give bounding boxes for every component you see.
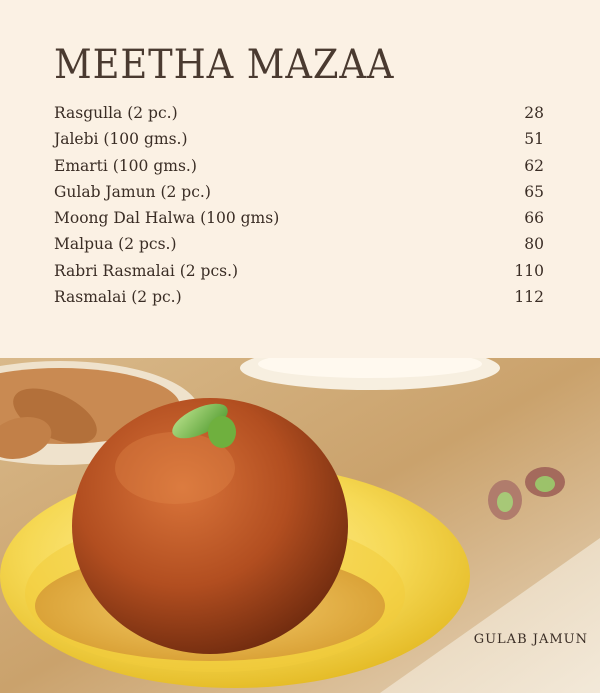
item-name: Jalebi (100 gms.) bbox=[54, 130, 188, 149]
menu-item bbox=[54, 262, 544, 288]
item-price: 62 bbox=[524, 156, 544, 175]
menu-item bbox=[54, 104, 544, 130]
item-name: Moong Dal Halwa (100 gms) bbox=[54, 209, 280, 228]
menu-item bbox=[54, 130, 544, 156]
item-name: Rasmalai (2 pc.) bbox=[54, 288, 182, 307]
menu-list bbox=[54, 104, 544, 314]
item-name: Rabri Rasmalai (2 pcs.) bbox=[54, 261, 239, 280]
item-price: 28 bbox=[524, 104, 544, 122]
item-price: 112 bbox=[514, 288, 544, 307]
item-name: Gulab Jamun (2 pc.) bbox=[54, 182, 211, 201]
item-price: 66 bbox=[524, 209, 544, 228]
photo-caption: GULAB JAMUN bbox=[473, 632, 588, 647]
item-name: Malpua (2 pcs.) bbox=[54, 235, 177, 254]
menu-item bbox=[54, 288, 544, 314]
menu-item bbox=[54, 157, 544, 183]
menu-title: MEETHA MAZAA bbox=[54, 42, 395, 88]
item-price: 110 bbox=[514, 261, 544, 280]
menu-item bbox=[54, 235, 544, 261]
menu-item bbox=[54, 209, 544, 235]
item-price: 51 bbox=[524, 130, 544, 149]
menu-item bbox=[54, 183, 544, 209]
item-name: Emarti (100 gms.) bbox=[54, 156, 197, 175]
item-price: 65 bbox=[524, 182, 544, 201]
item-price: 80 bbox=[524, 235, 544, 254]
gulab-jamun-photo bbox=[0, 358, 600, 693]
item-name: Rasgulla (2 pc.) bbox=[54, 104, 178, 122]
